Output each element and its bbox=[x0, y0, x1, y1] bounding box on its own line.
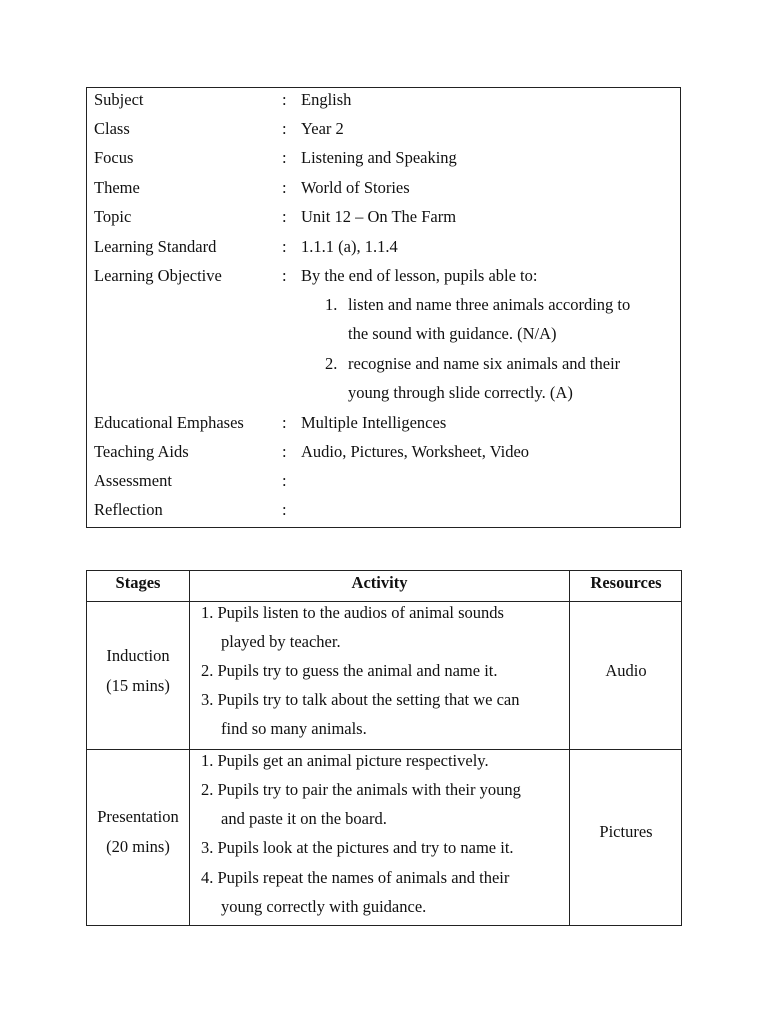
header-resources-text: Resources bbox=[590, 573, 662, 592]
objective-text: the sound with guidance. (N/A) bbox=[348, 324, 557, 343]
separator-colon: : bbox=[282, 266, 287, 285]
activity-cell-presentation bbox=[189, 749, 569, 926]
resource-cell-presentation bbox=[569, 749, 682, 926]
activity-line: find so many animals. bbox=[221, 719, 367, 738]
subject-value: English bbox=[301, 90, 352, 109]
reflection-label: Reflection bbox=[94, 500, 163, 519]
stage-name: Presentation bbox=[97, 807, 179, 826]
table-right-border bbox=[681, 570, 682, 926]
header-activity bbox=[189, 570, 569, 601]
focus-value: Listening and Speaking bbox=[301, 148, 457, 167]
activity-line: young correctly with guidance. bbox=[221, 897, 427, 916]
activity-line: 3. Pupils try to talk about the setting that we can bbox=[201, 690, 520, 709]
focus-label: Focus bbox=[94, 148, 134, 167]
header-stages bbox=[86, 570, 189, 601]
separator-colon: : bbox=[282, 90, 287, 109]
topic-value: Unit 12 – On The Farm bbox=[301, 207, 457, 226]
activity-line: 2. Pupils try to guess the animal and name it. bbox=[201, 661, 498, 680]
separator-colon: : bbox=[282, 442, 287, 461]
table-bottom-border bbox=[86, 925, 682, 926]
learning-objective-label: Learning Objective bbox=[94, 266, 222, 285]
info-row-focus bbox=[87, 147, 680, 176]
activity-line: 1. Pupils listen to the audios of animal sounds bbox=[201, 603, 504, 622]
separator-colon: : bbox=[282, 148, 287, 167]
info-row-topic bbox=[87, 206, 680, 235]
objective-text: recognise and name six animals and their bbox=[348, 354, 621, 373]
info-row-learning-objective bbox=[87, 265, 680, 294]
theme-value: World of Stories bbox=[301, 178, 410, 197]
separator-colon: : bbox=[282, 178, 287, 197]
lesson-stages-table bbox=[86, 570, 682, 926]
theme-label: Theme bbox=[94, 178, 140, 197]
separator-colon: : bbox=[282, 500, 287, 519]
stage-duration: (20 mins) bbox=[106, 837, 170, 856]
info-row-theme bbox=[87, 177, 680, 206]
header-stages-text: Stages bbox=[115, 573, 161, 592]
objective-number: 1. bbox=[325, 295, 338, 314]
info-row-class bbox=[87, 118, 680, 147]
objective-text: young through slide correctly. (A) bbox=[348, 383, 573, 402]
objective-text: listen and name three animals according to bbox=[348, 295, 631, 314]
stage-cell-induction bbox=[86, 601, 189, 749]
separator-colon: : bbox=[282, 471, 287, 490]
educational-emphases-label: Educational Emphases bbox=[94, 413, 244, 432]
stage-name: Induction bbox=[106, 646, 170, 665]
class-value: Year 2 bbox=[301, 119, 344, 138]
separator-colon: : bbox=[282, 413, 287, 432]
learning-standard-label: Learning Standard bbox=[94, 237, 217, 256]
separator-colon: : bbox=[282, 207, 287, 226]
subject-label: Subject bbox=[94, 90, 144, 109]
info-row-assessment bbox=[87, 470, 680, 499]
activity-line: and paste it on the board. bbox=[221, 809, 387, 828]
activity-line: played by teacher. bbox=[221, 632, 341, 651]
activity-line: 1. Pupils get an animal picture respectively. bbox=[201, 751, 489, 770]
header-activity-text: Activity bbox=[351, 573, 408, 592]
info-row-subject bbox=[87, 89, 680, 118]
activity-line: 2. Pupils try to pair the animals with their young bbox=[201, 780, 521, 799]
teaching-aids-label: Teaching Aids bbox=[94, 442, 189, 461]
separator-colon: : bbox=[282, 237, 287, 256]
activity-line: 4. Pupils repeat the names of animals and their bbox=[201, 868, 510, 887]
header-resources bbox=[569, 570, 682, 601]
stage-duration: (15 mins) bbox=[106, 676, 170, 695]
separator-colon: : bbox=[282, 119, 287, 138]
info-row-teaching-aids bbox=[87, 441, 680, 470]
learning-objective-value: By the end of lesson, pupils able to: bbox=[301, 266, 538, 285]
topic-label: Topic bbox=[94, 207, 132, 226]
learning-standard-value: 1.1.1 (a), 1.1.4 bbox=[301, 237, 398, 256]
objective-number: 2. bbox=[325, 354, 338, 373]
resource-cell-induction bbox=[569, 601, 682, 749]
class-label: Class bbox=[94, 119, 130, 138]
stage-cell-presentation bbox=[86, 749, 189, 926]
activity-cell-induction bbox=[189, 601, 569, 749]
resource-value: Audio bbox=[605, 661, 647, 680]
info-row-learning-standard bbox=[87, 236, 680, 265]
teaching-aids-value: Audio, Pictures, Worksheet, Video bbox=[301, 442, 530, 461]
info-row-educational-emphases bbox=[87, 412, 680, 441]
activity-line: 3. Pupils look at the pictures and try to name it. bbox=[201, 838, 514, 857]
resource-value: Pictures bbox=[599, 822, 653, 841]
educational-emphases-value: Multiple Intelligences bbox=[301, 413, 447, 432]
assessment-label: Assessment bbox=[94, 471, 172, 490]
lesson-info-box bbox=[86, 87, 681, 528]
info-row-reflection bbox=[87, 499, 680, 528]
